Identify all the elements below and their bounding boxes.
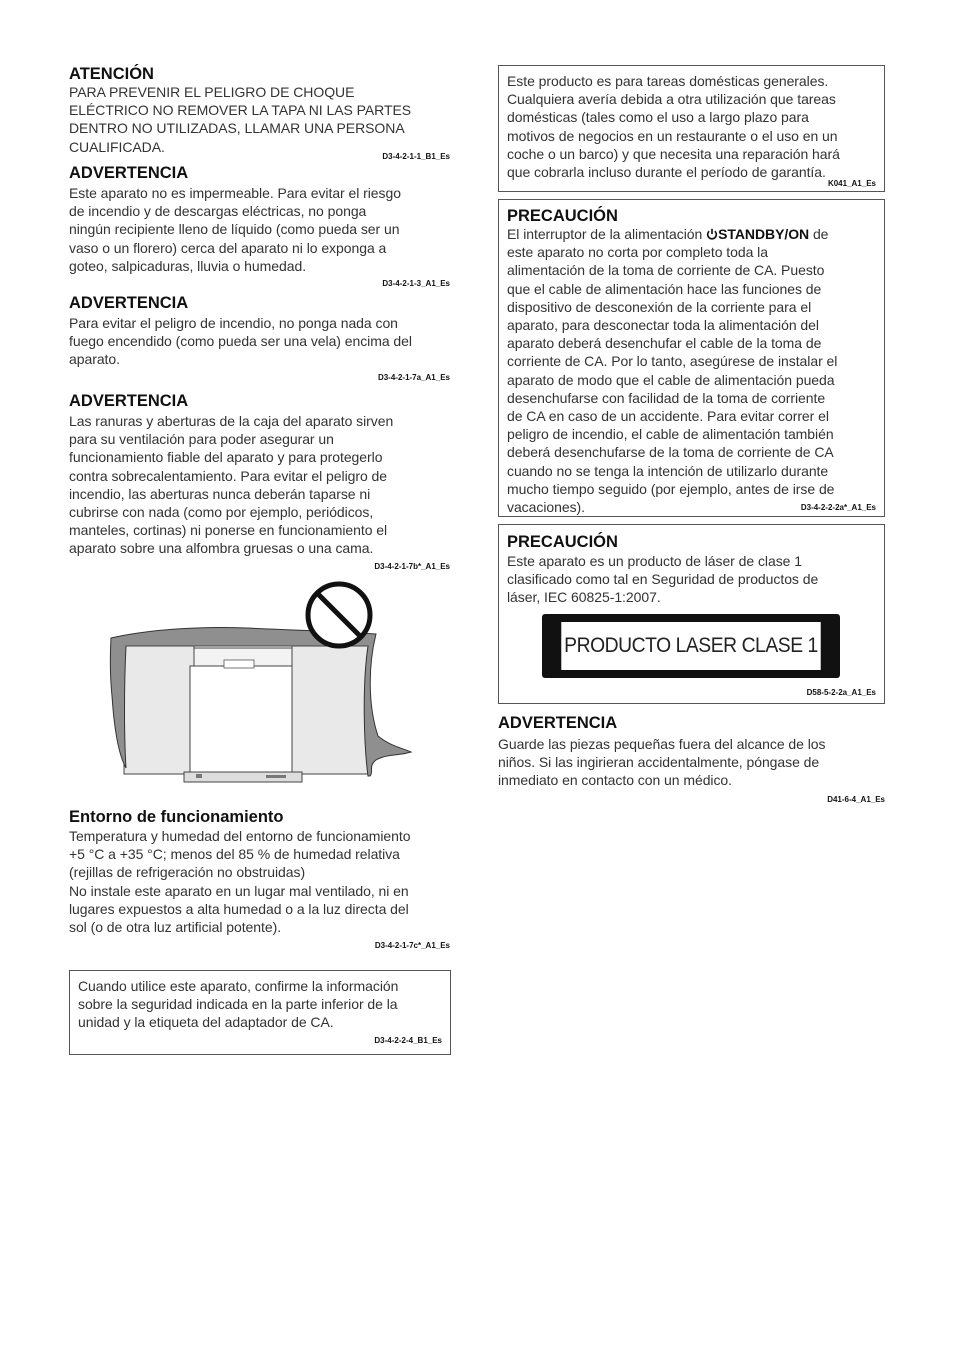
advertencia-4-heading: ADVERTENCIA (498, 714, 618, 732)
standby-on-label: STANDBY/ON (718, 226, 810, 242)
uso-domestico-code: K041_A1_Es (827, 179, 876, 188)
seguridad-text: Cuando utilice este aparato, confirme la información sobre la seguridad indicada en la parte inferior de la unidad y la etiqueta del adaptador de CA. (78, 978, 399, 1031)
precaucion-2-heading: PRECAUCIÓN (507, 533, 618, 551)
precaucion-1-box (498, 199, 885, 517)
entorno-heading: Entorno de funcionamiento (69, 808, 284, 826)
precaucion-1-text (507, 225, 837, 516)
precaucion-1-text-start: El interruptor de la alimentación (507, 226, 707, 242)
device-illustration (124, 644, 368, 782)
laser-class-label-text: PRODUCTO LASER CLASE 1 (561, 622, 820, 670)
covered-device-illustration (106, 576, 416, 796)
atencion-heading: ATENCIÓN (69, 65, 154, 83)
precaucion-1-code: D3-4-2-2-2a*_A1_Es (800, 503, 876, 512)
laser-class-label (542, 614, 840, 678)
advertencia-2-text: Para evitar el peligro de incendio, no ponga nada con fuego encendido (como pueda ser una vela) encima del aparato. (69, 315, 412, 368)
advertencia-1-text: Este aparato no es impermeable. Para evitar el riesgo de incendio y de descargas eléctricas, no ponga ningún recipiente lleno de líquido (como pueda ser un vaso o un florero) cerca del aparato ni lo exponga a goteo, salpicaduras, lluvia o humedad. (69, 185, 401, 274)
entorno-text: Temperatura y humedad del entorno de funcionamiento +5 °C a +35 °C; menos del 85 % de humedad relativa (rejillas de refrigeración no obstruidas) No instale este aparato en un lugar mal ventilado, ni en lugares expuestos a alta humedad o a la luz directa del sol (o de otra luz artificial potente). (69, 828, 411, 936)
advertencia-2-heading: ADVERTENCIA (69, 294, 189, 312)
precaucion-2-box (498, 524, 885, 704)
precaucion-2-code: D58-5-2-2a_A1_Es (806, 688, 876, 697)
power-icon (706, 228, 718, 240)
advertencia-2-code: D3-4-2-1-7a_A1_Es (377, 373, 450, 382)
advertencia-4-code: D41-6-4_A1_Es (827, 795, 885, 804)
seguridad-code: D3-4-2-2-4_B1_Es (374, 1036, 442, 1045)
prohibited-icon (308, 584, 370, 646)
atencion-text: PARA PREVENIR EL PELIGRO DE CHOQUE ELÉCTRICO NO REMOVER LA TAPA NI LAS PARTES DENTRO NO UTILIZADAS, LLAMAR UNA PERSONA CUALIFICADA. (69, 84, 412, 155)
precaucion-1-heading: PRECAUCIÓN (507, 207, 618, 225)
atencion-code: D3-4-2-1-1_B1_Es (382, 152, 450, 161)
advertencia-1-heading: ADVERTENCIA (69, 164, 189, 182)
precaucion-1-text-end: de este aparato no corta por completo toda la alimentación de la toma de corriente de CA. Puesto que el cable de alimentación hace las funciones de dispositivo de desconexión de la corriente para el aparato, para desconectar toda la alimentación del aparato deberá desenchufar el cable de la toma de corriente de CA. Por lo tanto, asegúrese de instalar el aparato de modo que el cable de alimentación pueda desenchufarse con facilidad de la toma de corriente de CA en caso de un accidente. Para evitar correr el peligro de incendio, el cable de alimentación también deberá desenchufarse de la toma de corriente de CA cuando no se tenga la intención de utilizarlo durante mucho tiempo seguido (por ejemplo, antes de irse de vacaciones). (507, 226, 838, 516)
uso-domestico-text: Este producto es para tareas domésticas generales. Cualquiera avería debida a otra utilización que tareas domésticas (tales como el uso a largo plazo para motivos de negocios en un restaurante o el uso en un coche o un barco) y que necesita una reparación hará que cobrarla incluso durante el período de garantía. (507, 73, 840, 181)
advertencia-4-text: Guarde las piezas pequeñas fuera del alcance de los niños. Si las ingirieran accidentalmente, póngase de inmediato en contacto con un médico. (498, 736, 826, 789)
uso-domestico-box (498, 65, 885, 192)
entorno-code: D3-4-2-1-7c*_A1_Es (374, 941, 450, 950)
advertencia-3-heading: ADVERTENCIA (69, 392, 189, 410)
seguridad-box (69, 970, 451, 1055)
precaucion-2-text: Este aparato es un producto de láser de clase 1 clasificado como tal en Seguridad de productos de láser, IEC 60825-1:2007. (507, 553, 819, 606)
advertencia-3-text: Las ranuras y aberturas de la caja del aparato sirven para su ventilación para poder asegurar un funcionamiento fiable del aparato y para protegerlo contra sobrecalentamiento. Para evitar el peligro de incendio, las aberturas nunca deberán taparse ni cubrirse con nada (como por ejemplo, periódicos, manteles, cortinas) ni ponerse en funcionamiento el aparato sobre una alfombra gruesas o una cama. (69, 413, 394, 557)
advertencia-1-code: D3-4-2-1-3_A1_Es (382, 279, 450, 288)
advertencia-3-code: D3-4-2-1-7b*_A1_Es (374, 562, 450, 571)
